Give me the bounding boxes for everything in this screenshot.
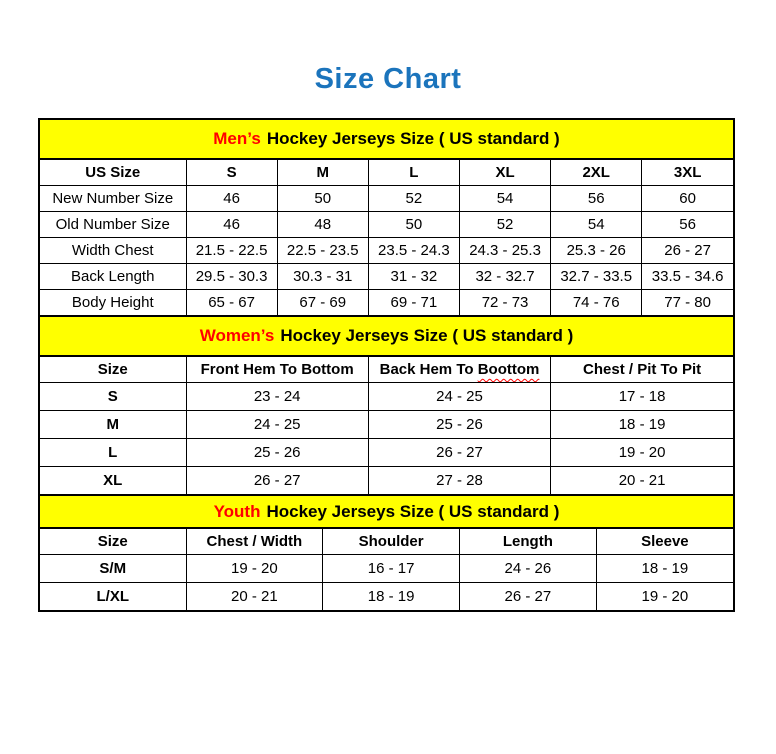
- youth-section: [40, 494, 733, 610]
- table-row: [40, 439, 733, 467]
- row-label: S: [40, 383, 186, 411]
- column-header: Size: [40, 357, 186, 383]
- column-header: US Size: [40, 160, 186, 186]
- column-header: Front Hem To Bottom: [186, 357, 368, 383]
- size-value: 54: [551, 212, 642, 238]
- table-row: [40, 212, 733, 238]
- size-value: 30.3 - 31: [277, 264, 368, 290]
- row-label: XL: [40, 467, 186, 495]
- size-value: 33.5 - 34.6: [642, 264, 733, 290]
- size-value: 26 - 27: [186, 467, 368, 495]
- column-header: Chest / Width: [186, 529, 323, 555]
- column-header: Chest / Pit To Pit: [551, 357, 733, 383]
- womens-size-table: [40, 357, 733, 494]
- size-chart-page: [0, 62, 776, 612]
- table-row: [40, 186, 733, 212]
- womens-section-header: [40, 315, 733, 357]
- size-value: 52: [368, 186, 459, 212]
- size-value: 23 - 24: [186, 383, 368, 411]
- row-label: Body Height: [40, 290, 186, 316]
- youth-size-table: [40, 529, 733, 610]
- size-value: 25 - 26: [368, 411, 550, 439]
- row-label: M: [40, 411, 186, 439]
- row-label: L/XL: [40, 583, 186, 611]
- size-value: 56: [642, 212, 733, 238]
- table-row: [40, 555, 733, 583]
- size-chart: [38, 118, 735, 612]
- womens-header-highlight: Women’s: [199, 326, 275, 345]
- size-value: 46: [186, 186, 277, 212]
- size-value: 16 - 17: [323, 555, 460, 583]
- mens-size-table: [40, 160, 733, 315]
- size-value: 24 - 26: [460, 555, 597, 583]
- size-value: 19 - 20: [596, 583, 733, 611]
- mens-header-text: Hockey Jerseys Size ( US standard ): [266, 129, 560, 148]
- mens-header-highlight: Men’s: [213, 129, 261, 148]
- column-header: XL: [459, 160, 550, 186]
- size-value: 69 - 71: [368, 290, 459, 316]
- size-value: 25 - 26: [186, 439, 368, 467]
- row-label: Width Chest: [40, 238, 186, 264]
- size-value: 65 - 67: [186, 290, 277, 316]
- size-value: 25.3 - 26: [551, 238, 642, 264]
- size-value: 17 - 18: [551, 383, 733, 411]
- size-value: 77 - 80: [642, 290, 733, 316]
- size-value: 21.5 - 22.5: [186, 238, 277, 264]
- size-value: 60: [642, 186, 733, 212]
- column-header: 2XL: [551, 160, 642, 186]
- size-value: 50: [368, 212, 459, 238]
- misspelled-word: Boottom: [477, 361, 540, 378]
- size-value: 26 - 27: [460, 583, 597, 611]
- size-value: 52: [459, 212, 550, 238]
- table-row: [40, 411, 733, 439]
- size-value: 24.3 - 25.3: [459, 238, 550, 264]
- size-value: 26 - 27: [642, 238, 733, 264]
- size-value: 24 - 25: [368, 383, 550, 411]
- womens-section: [40, 315, 733, 494]
- mens-section: [40, 120, 733, 315]
- table-row: [40, 583, 733, 611]
- row-label: Back Length: [40, 264, 186, 290]
- youth-header-highlight: Youth: [213, 501, 261, 521]
- row-label: L: [40, 439, 186, 467]
- youth-header-text: Hockey Jerseys Size ( US standard ): [266, 501, 560, 521]
- column-header: Shoulder: [323, 529, 460, 555]
- page-title: Size Chart: [314, 63, 462, 95]
- size-value: 54: [459, 186, 550, 212]
- table-row: [40, 238, 733, 264]
- row-label: S/M: [40, 555, 186, 583]
- column-header: M: [277, 160, 368, 186]
- size-value: 18 - 19: [323, 583, 460, 611]
- column-header: L: [368, 160, 459, 186]
- size-value: 26 - 27: [368, 439, 550, 467]
- size-value: 27 - 28: [368, 467, 550, 495]
- size-value: 72 - 73: [459, 290, 550, 316]
- column-header: Sleeve: [596, 529, 733, 555]
- column-header: Length: [460, 529, 597, 555]
- size-value: 24 - 25: [186, 411, 368, 439]
- table-row: [40, 467, 733, 495]
- size-value: 74 - 76: [551, 290, 642, 316]
- table-row: [40, 290, 733, 316]
- size-value: 48: [277, 212, 368, 238]
- youth-section-header: [40, 494, 733, 529]
- row-label: New Number Size: [40, 186, 186, 212]
- row-label: Old Number Size: [40, 212, 186, 238]
- column-header: 3XL: [642, 160, 733, 186]
- size-value: 56: [551, 186, 642, 212]
- size-value: 29.5 - 30.3: [186, 264, 277, 290]
- size-value: 19 - 20: [186, 555, 323, 583]
- table-row: [40, 383, 733, 411]
- column-header: [368, 357, 550, 383]
- column-header: S: [186, 160, 277, 186]
- size-value: 20 - 21: [186, 583, 323, 611]
- size-value: 18 - 19: [551, 411, 733, 439]
- size-value: 22.5 - 23.5: [277, 238, 368, 264]
- column-header-text: Back Hem To: [379, 361, 478, 378]
- table-row: [40, 264, 733, 290]
- size-value: 46: [186, 212, 277, 238]
- size-value: 23.5 - 24.3: [368, 238, 459, 264]
- size-value: 19 - 20: [551, 439, 733, 467]
- size-value: 20 - 21: [551, 467, 733, 495]
- size-value: 32 - 32.7: [459, 264, 550, 290]
- size-value: 32.7 - 33.5: [551, 264, 642, 290]
- womens-header-text: Hockey Jerseys Size ( US standard ): [280, 326, 574, 345]
- mens-section-header: [40, 120, 733, 160]
- size-value: 31 - 32: [368, 264, 459, 290]
- size-value: 67 - 69: [277, 290, 368, 316]
- size-value: 50: [277, 186, 368, 212]
- column-header: Size: [40, 529, 186, 555]
- size-value: 18 - 19: [596, 555, 733, 583]
